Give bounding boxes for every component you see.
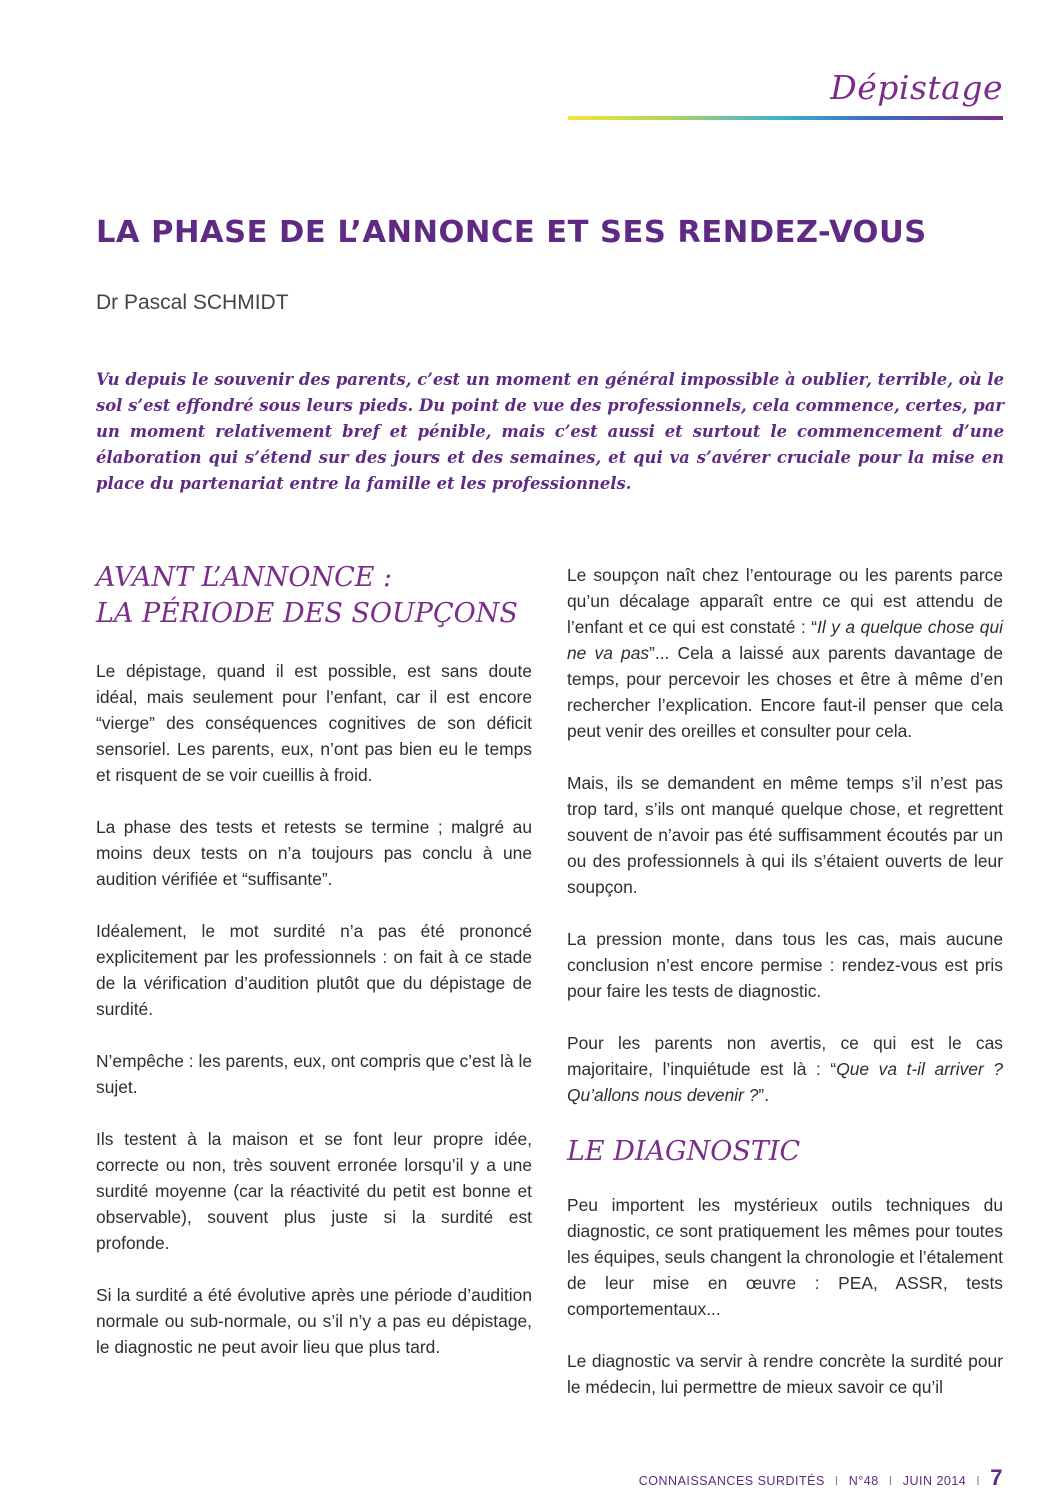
- paragraph: Si la surdité a été évolutive après une période d’audition normale ou sub-normale, ou s’il n’y a pas eu dépistage, le diagnostic ne peut avoir lieu que plus tard.: [96, 1285, 532, 1357]
- paragraph: Le dépistage, quand il est possible, est sans doute idéal, mais seulement pour l’enfant, car il est encore “vierge” des conséquences cognitives de son déficit sensoriel. Les parents, eux, n’ont pas bien eu le temps et risquent de se voir cueillis à froid.: [96, 661, 532, 785]
- issue-number: N°48: [848, 1474, 879, 1488]
- paragraph: [567, 562, 1003, 744]
- heading-line-2: LA PÉRIODE DES SOUPÇONS: [96, 598, 518, 629]
- section-label: Dépistage: [830, 68, 1003, 107]
- paragraph: Peu importent les mystérieux outils techniques du diagnostic, ce sont pratiquement les mêmes pour toutes les équipes, seuls changent la chronologie et l’étalement de leur mise en œuvre : PEA, ASSR, tests comportementaux...: [567, 1195, 1004, 1319]
- issue-date: JUIN 2014: [902, 1474, 967, 1488]
- paragraph-text: ”... Cela a laissé aux parents davantage de temps, pour percevoir les choses et être à même d’en rechercher l’explication. Encore faut-il penser que cela peut venir des oreilles et consulter pour cela.: [567, 643, 1003, 741]
- paragraph-text: Pour les parents non avertis, ce qui est le cas majoritaire, l’inquiétude est là : “: [567, 1033, 1003, 1079]
- article-title: LA PHASE DE L’ANNONCE ET SES RENDEZ-VOUS: [96, 215, 927, 250]
- paragraph-text: Le soupçon naît chez l’entourage ou les parents parce qu’un décalage apparaît entre ce qui est attendu de l’enfant et ce qui est constaté : “: [567, 565, 1003, 637]
- heading-line-1: AVANT L’ANNONCE :: [96, 562, 393, 593]
- paragraph-text: ”.: [758, 1085, 770, 1105]
- parent-quote: Que va t-il arriver ? Qu’allons nous devenir ?: [567, 1059, 1003, 1105]
- section-heading-suspicions: [96, 560, 532, 632]
- footer-separator: I: [976, 1474, 981, 1488]
- paragraph: N’empêche : les parents, eux, ont compris que c’est là le sujet.: [96, 1051, 532, 1097]
- header-gradient-rule: [568, 116, 1003, 120]
- left-column: [96, 560, 532, 1386]
- section-heading-diagnostic: LE DIAGNOSTIC: [567, 1136, 801, 1167]
- paragraph: Idéalement, le mot surdité n’a pas été prononcé explicitement par les professionnels : on fait à ce stade de la vérification d’audition plutôt que du dépistage de surdité.: [96, 921, 532, 1019]
- paragraph: Ils testent à la maison et se font leur propre idée, correcte ou non, très souvent erronée lorsqu’il y a une surdité moyenne (car la réactivité du petit est bonne et observable), souvent plus juste si la surdité est profonde.: [96, 1129, 532, 1253]
- paragraph: La pression monte, dans tous les cas, mais aucune conclusion n’est encore permise : rendez-vous est pris pour faire les tests de diagnostic.: [567, 929, 1003, 1001]
- parent-quote: Il y a quelque chose qui ne va pas: [567, 617, 1003, 663]
- paragraph: [567, 1030, 1003, 1108]
- paragraph: La phase des tests et retests se termine ; malgré au moins deux tests on n’a toujours pas conclu à une audition vérifiée et “suffisante”.: [96, 817, 532, 889]
- footer-separator: I: [834, 1474, 839, 1488]
- page-footer: [639, 1465, 1003, 1491]
- article-lede: Vu depuis le souvenir des parents, c’est un moment en général impossible à oublier, terrible, où le sol s’est effondré sous leurs pieds. Du point de vue des professionnels, cela commence, certes, par un moment relativement bref et pénible, mais c’est aussi et surtout le commencement d’une élaboration qui s’étend sur des jours et des semaines, et qui va s’avérer cruciale pour la mise en place du partenariat entre la famille et les professionnels.: [96, 370, 1004, 493]
- page-number: 7: [990, 1465, 1003, 1490]
- paragraph: Mais, ils se demandent en même temps s’il n’est pas trop tard, s’ils ont manqué quelque chose, et regrettent souvent de n’avoir pas été suffisamment écoutés par un ou des professionnels à qui ils s’étaient ouverts de leur soupçon.: [567, 773, 1003, 897]
- article-author: Dr Pascal SCHMIDT: [96, 291, 289, 314]
- journal-name: CONNAISSANCES SURDITÉS: [638, 1474, 825, 1488]
- right-column: [567, 562, 1003, 1426]
- paragraph: Le diagnostic va servir à rendre concrète la surdité pour le médecin, lui permettre de mieux savoir ce qu’il: [567, 1351, 1003, 1397]
- footer-separator: I: [888, 1474, 893, 1488]
